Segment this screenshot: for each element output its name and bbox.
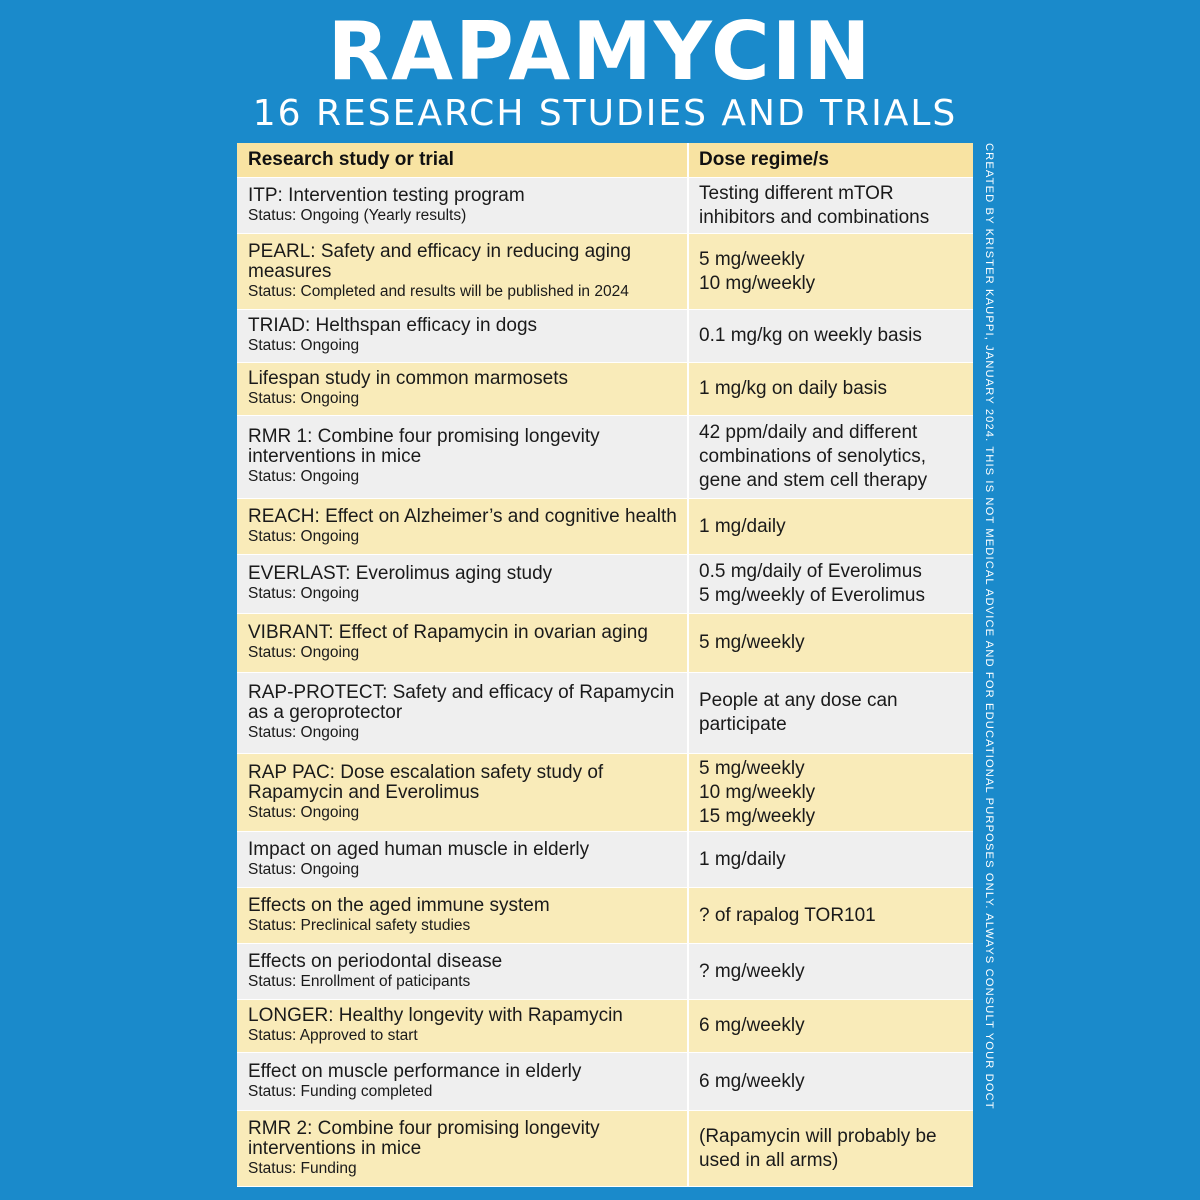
dose-line: gene and stem cell therapy xyxy=(699,470,928,491)
table-row xyxy=(237,178,973,234)
dose-line: (Rapamycin will probably be xyxy=(699,1125,937,1147)
dose-cell xyxy=(689,234,973,309)
study-name: RMR 1: Combine four promising longevity xyxy=(248,426,600,447)
table-row xyxy=(237,310,973,363)
table-row xyxy=(237,832,973,888)
table-row xyxy=(237,499,973,555)
study-name: Lifespan study in common marmosets xyxy=(248,368,568,389)
disclaimer-note xyxy=(983,143,995,1143)
study-status: Status: Ongoing xyxy=(248,337,360,354)
dose-cell xyxy=(689,1111,973,1186)
study-name: REACH: Effect on Alzheimer’s and cognitive health xyxy=(248,505,677,527)
dose-line: combinations of senolytics, xyxy=(699,446,927,467)
table-row xyxy=(237,673,973,754)
study-name: TRIAD: Helthspan efficacy in dogs xyxy=(248,315,538,336)
table-header-row xyxy=(237,143,973,178)
study-name: interventions in mice xyxy=(248,1137,422,1159)
table-row xyxy=(237,416,973,499)
study-cell xyxy=(237,234,689,309)
table-row xyxy=(237,1000,973,1053)
study-cell xyxy=(237,499,689,554)
study-name: measures xyxy=(248,260,332,282)
page-subtitle: 16 RESEARCH STUDIES AND TRIALS xyxy=(252,93,958,134)
study-cell xyxy=(237,1053,689,1110)
dose-cell xyxy=(689,673,973,753)
dose-line: 1 mg/daily xyxy=(699,515,786,537)
table-row xyxy=(237,363,973,416)
dose-cell xyxy=(689,555,973,613)
table-row xyxy=(237,555,973,614)
study-name: Effect on muscle performance in elderly xyxy=(248,1060,582,1082)
table-row xyxy=(237,754,973,832)
table-row xyxy=(237,234,973,310)
study-status: Status: Ongoing xyxy=(248,585,360,602)
study-status: Status: Ongoing xyxy=(248,803,360,821)
study-status: Status: Ongoing xyxy=(248,724,360,741)
dose-line: 1 mg/daily xyxy=(699,848,786,870)
page-title: RAPAMYCIN xyxy=(327,5,873,98)
table-row xyxy=(237,944,973,1000)
header-study: Research study or trial xyxy=(248,149,454,170)
study-name: interventions in mice xyxy=(248,446,422,467)
study-status: Status: Funding xyxy=(248,1159,357,1177)
dose-cell xyxy=(689,416,973,498)
study-status: Status: Ongoing xyxy=(248,527,360,545)
dose-cell xyxy=(689,944,973,999)
study-cell xyxy=(237,673,689,753)
dose-cell xyxy=(689,363,973,415)
study-name: RMR 2: Combine four promising longevity xyxy=(248,1117,600,1139)
dose-cell xyxy=(689,888,973,943)
dose-line: used in all arms) xyxy=(699,1149,839,1171)
dose-line: Testing different mTOR xyxy=(699,182,894,204)
study-status: Status: Preclinical safety studies xyxy=(248,916,471,934)
study-cell xyxy=(237,416,689,498)
dose-line: ? mg/weekly xyxy=(699,960,805,982)
study-cell xyxy=(237,888,689,943)
study-cell xyxy=(237,1000,689,1052)
table-row xyxy=(237,1111,973,1187)
study-cell xyxy=(237,944,689,999)
study-status: Status: Ongoing xyxy=(248,644,360,661)
study-cell xyxy=(237,178,689,233)
dose-line: 5 mg/weekly xyxy=(699,757,805,779)
dose-line: 10 mg/weekly xyxy=(699,781,816,803)
study-name: RAP-PROTECT: Safety and efficacy of Rapamycin xyxy=(248,682,675,703)
dose-line: 0.1 mg/kg on weekly basis xyxy=(699,325,922,346)
dose-line: 5 mg/weekly xyxy=(699,632,805,653)
study-status: Status: Enrollment of paticipants xyxy=(248,972,471,990)
study-name: Impact on aged human muscle in elderly xyxy=(248,838,590,860)
study-cell xyxy=(237,614,689,672)
study-name: RAP PAC: Dose escalation safety study of xyxy=(248,761,604,783)
dose-cell xyxy=(689,832,973,887)
study-status: Status: Ongoing xyxy=(248,860,360,878)
dose-line: 10 mg/weekly xyxy=(699,272,816,294)
study-status: Status: Funding completed xyxy=(248,1082,433,1100)
dose-cell xyxy=(689,310,973,362)
study-status: Status: Ongoing xyxy=(248,390,360,407)
disclaimer-text: CREATED BY KRISTER KAUPPI, JANUARY 2024. THIS IS NOT MEDICAL ADVICE AND FOR EDUCATIONAL PURPOSES ONLY. ALWAYS CONSULT YOUR DOCT xyxy=(983,143,995,1110)
study-cell xyxy=(237,754,689,831)
dose-cell xyxy=(689,754,973,831)
study-name: EVERLAST: Everolimus aging study xyxy=(248,563,553,584)
dose-line: 5 mg/weekly of Everolimus xyxy=(699,585,925,606)
study-status: Status: Ongoing (Yearly results) xyxy=(248,206,467,224)
study-status: Status: Approved to start xyxy=(248,1027,418,1044)
dose-line: People at any dose can xyxy=(699,690,898,711)
study-cell xyxy=(237,363,689,415)
dose-line: 5 mg/weekly xyxy=(699,248,805,270)
study-name: Effects on the aged immune system xyxy=(248,894,550,916)
dose-cell xyxy=(689,614,973,672)
study-name: as a geroprotector xyxy=(248,702,403,723)
dose-cell xyxy=(689,1053,973,1110)
dose-cell xyxy=(689,178,973,233)
dose-cell xyxy=(689,499,973,554)
dose-line: 15 mg/weekly xyxy=(699,805,816,827)
study-cell xyxy=(237,832,689,887)
dose-line: 1 mg/kg on daily basis xyxy=(699,378,887,399)
study-name: VIBRANT: Effect of Rapamycin in ovarian aging xyxy=(248,622,648,643)
dose-line: 6 mg/weekly xyxy=(699,1070,805,1092)
study-status: Status: Completed and results will be published in 2024 xyxy=(248,282,629,300)
study-name: Effects on periodontal disease xyxy=(248,950,503,972)
dose-line: 6 mg/weekly xyxy=(699,1015,805,1036)
study-cell xyxy=(237,310,689,362)
table-row xyxy=(237,888,973,944)
study-cell xyxy=(237,1111,689,1186)
study-name: LONGER: Healthy longevity with Rapamycin xyxy=(248,1005,623,1026)
header-dose: Dose regime/s xyxy=(699,149,829,170)
dose-line: 0.5 mg/daily of Everolimus xyxy=(699,561,922,582)
dose-line: participate xyxy=(699,714,787,735)
table-row xyxy=(237,614,973,673)
dose-cell xyxy=(689,1000,973,1052)
table-row xyxy=(237,1053,973,1111)
dose-line: 42 ppm/daily and different xyxy=(699,422,918,443)
study-name: Rapamycin and Everolimus xyxy=(248,781,480,803)
study-name: PEARL: Safety and efficacy in reducing aging xyxy=(248,240,632,262)
study-status: Status: Ongoing xyxy=(248,468,360,485)
study-cell xyxy=(237,555,689,613)
dose-line: inhibitors and combinations xyxy=(699,206,930,228)
study-name: ITP: Intervention testing program xyxy=(248,184,525,206)
studies-table xyxy=(237,143,973,1187)
dose-line: ? of rapalog TOR101 xyxy=(699,904,876,926)
